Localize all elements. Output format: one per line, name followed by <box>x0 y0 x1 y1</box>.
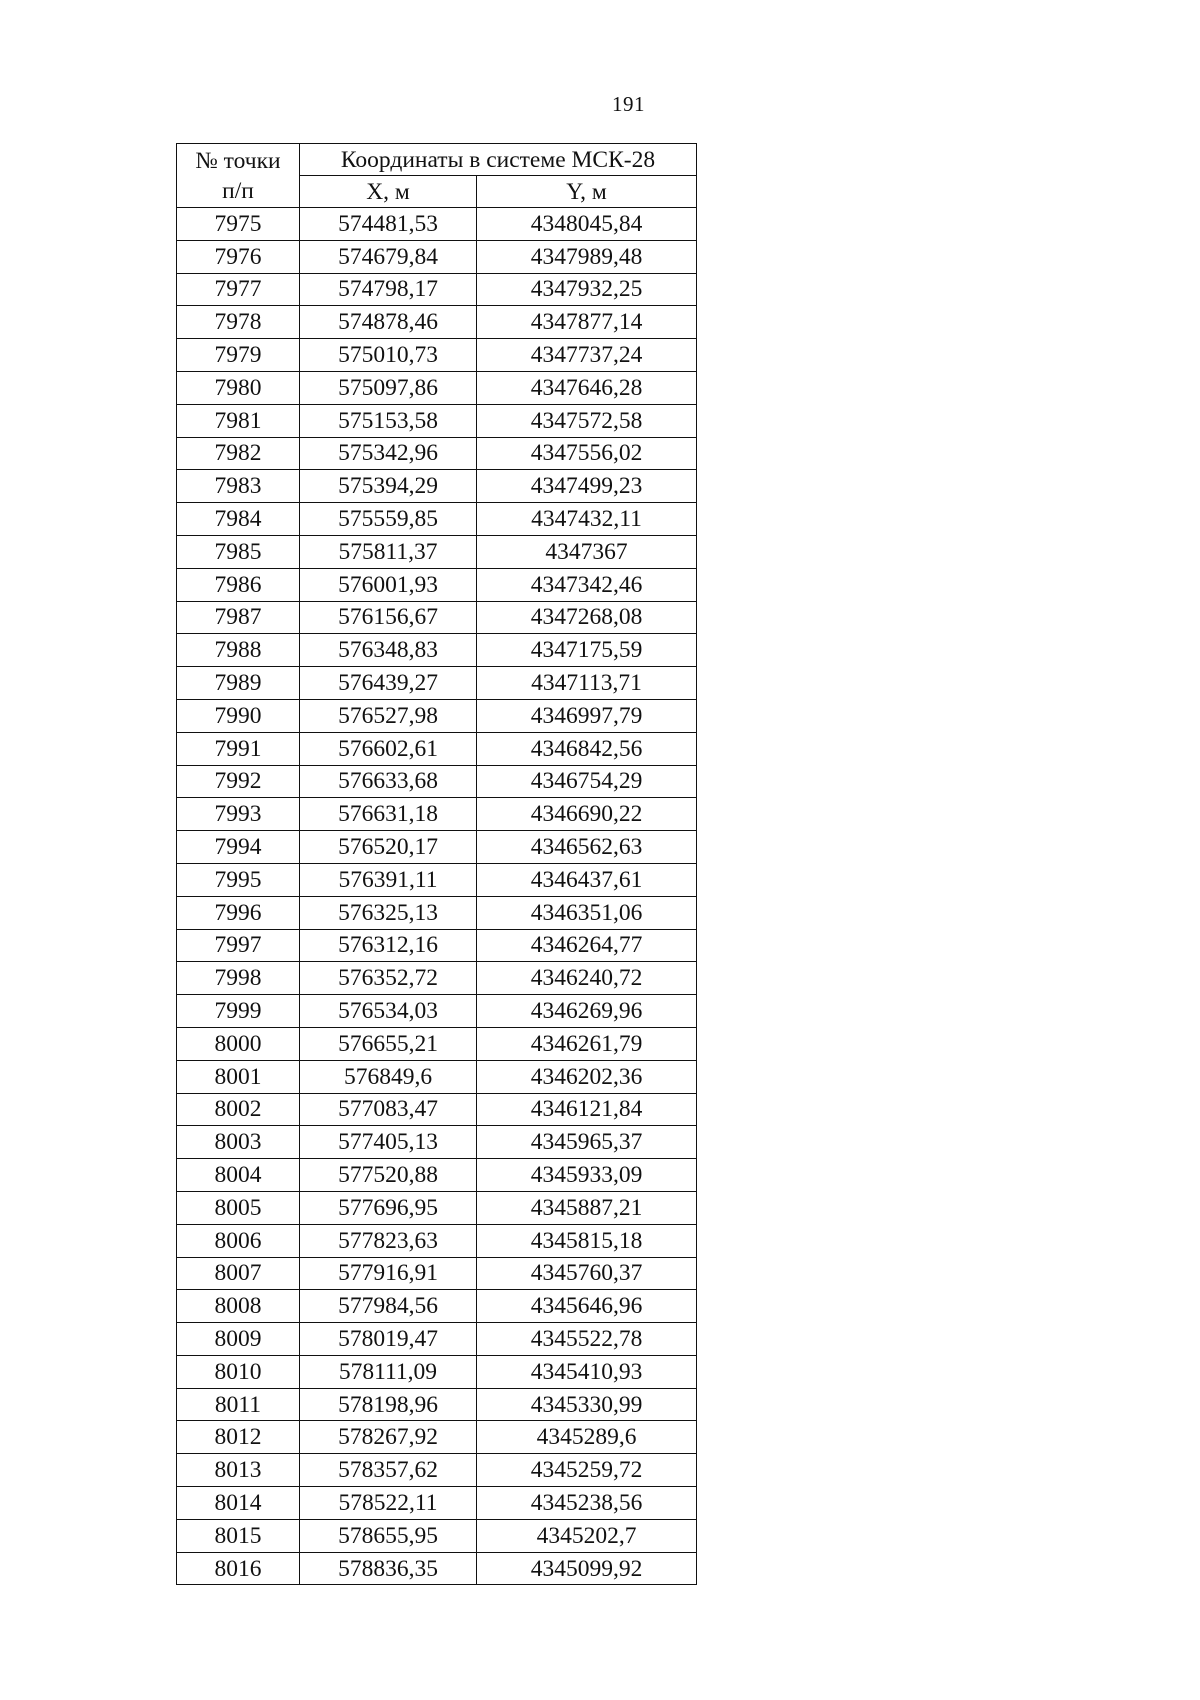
table-header <box>177 144 697 208</box>
table-row <box>177 503 697 536</box>
point-number-cell: 7988 <box>177 634 300 667</box>
table-row <box>177 929 697 962</box>
x-coordinate-cell: 578019,47 <box>300 1323 477 1356</box>
x-coordinate-cell: 575559,85 <box>300 503 477 536</box>
y-coordinate-cell: 4345238,56 <box>477 1487 697 1520</box>
point-number-cell: 7990 <box>177 699 300 732</box>
table-row <box>177 1388 697 1421</box>
table-row <box>177 1323 697 1356</box>
table-row <box>177 765 697 798</box>
table-row <box>177 339 697 372</box>
y-coordinate-cell: 4346562,63 <box>477 831 697 864</box>
point-number-cell: 7986 <box>177 568 300 601</box>
y-coordinate-cell: 4347646,28 <box>477 371 697 404</box>
table-row <box>177 962 697 995</box>
point-number-cell: 7978 <box>177 306 300 339</box>
table-row <box>177 1060 697 1093</box>
point-number-cell: 8015 <box>177 1519 300 1552</box>
table-row <box>177 1224 697 1257</box>
point-number-cell: 7987 <box>177 601 300 634</box>
table-body <box>177 208 697 1585</box>
y-coordinate-cell: 4347737,24 <box>477 339 697 372</box>
x-coordinate-cell: 576156,67 <box>300 601 477 634</box>
table-row <box>177 404 697 437</box>
x-coordinate-cell: 578655,95 <box>300 1519 477 1552</box>
y-coordinate-cell: 4345887,21 <box>477 1191 697 1224</box>
x-coordinate-cell: 575010,73 <box>300 339 477 372</box>
y-coordinate-cell: 4346269,96 <box>477 995 697 1028</box>
point-number-cell: 8010 <box>177 1355 300 1388</box>
table-row <box>177 1093 697 1126</box>
x-coordinate-cell: 576527,98 <box>300 699 477 732</box>
y-coordinate-cell: 4347572,58 <box>477 404 697 437</box>
x-coordinate-cell: 576001,93 <box>300 568 477 601</box>
table-row <box>177 1421 697 1454</box>
y-coordinate-cell: 4346261,79 <box>477 1027 697 1060</box>
x-coordinate-cell: 576633,68 <box>300 765 477 798</box>
y-coordinate-cell: 4347877,14 <box>477 306 697 339</box>
y-coordinate-cell: 4345099,92 <box>477 1552 697 1585</box>
y-coordinate-cell: 4345815,18 <box>477 1224 697 1257</box>
y-coordinate-cell: 4346997,79 <box>477 699 697 732</box>
y-coordinate-cell: 4347499,23 <box>477 470 697 503</box>
y-coordinate-cell: 4347556,02 <box>477 437 697 470</box>
table-row <box>177 208 697 241</box>
point-number-cell: 8003 <box>177 1126 300 1159</box>
point-number-cell: 8011 <box>177 1388 300 1421</box>
x-coordinate-cell: 576352,72 <box>300 962 477 995</box>
point-number-cell: 8016 <box>177 1552 300 1585</box>
table-row <box>177 240 697 273</box>
y-coordinate-cell: 4347113,71 <box>477 667 697 700</box>
y-coordinate-cell: 4345202,7 <box>477 1519 697 1552</box>
y-coordinate-cell: 4345933,09 <box>477 1159 697 1192</box>
y-coordinate-cell: 4346754,29 <box>477 765 697 798</box>
x-coordinate-cell: 575342,96 <box>300 437 477 470</box>
x-coordinate-cell: 578198,96 <box>300 1388 477 1421</box>
point-number-cell: 7985 <box>177 535 300 568</box>
y-column-header: Y, м <box>477 176 697 208</box>
table-row <box>177 995 697 1028</box>
point-number-cell: 7999 <box>177 995 300 1028</box>
x-coordinate-cell: 575153,58 <box>300 404 477 437</box>
y-coordinate-cell: 4345760,37 <box>477 1257 697 1290</box>
x-coordinate-cell: 576520,17 <box>300 831 477 864</box>
point-number-cell: 7983 <box>177 470 300 503</box>
point-number-header <box>177 144 300 208</box>
point-number-cell: 7981 <box>177 404 300 437</box>
y-coordinate-cell: 4345289,6 <box>477 1421 697 1454</box>
y-coordinate-cell: 4347989,48 <box>477 240 697 273</box>
point-number-header-line2: п/п <box>222 177 254 204</box>
y-coordinate-cell: 4347367 <box>477 535 697 568</box>
point-number-cell: 8007 <box>177 1257 300 1290</box>
point-number-cell: 8000 <box>177 1027 300 1060</box>
table-row <box>177 1159 697 1192</box>
x-coordinate-cell: 576439,27 <box>300 667 477 700</box>
table-row <box>177 831 697 864</box>
x-coordinate-cell: 577984,56 <box>300 1290 477 1323</box>
point-number-cell: 7991 <box>177 732 300 765</box>
x-coordinate-cell: 576655,21 <box>300 1027 477 1060</box>
x-coordinate-cell: 575394,29 <box>300 470 477 503</box>
table-row <box>177 273 697 306</box>
point-number-cell: 7994 <box>177 831 300 864</box>
table-row <box>177 732 697 765</box>
x-coordinate-cell: 577405,13 <box>300 1126 477 1159</box>
y-coordinate-cell: 4347432,11 <box>477 503 697 536</box>
table-row <box>177 1519 697 1552</box>
x-coordinate-cell: 576325,13 <box>300 896 477 929</box>
y-coordinate-cell: 4346240,72 <box>477 962 697 995</box>
table-row <box>177 699 697 732</box>
y-coordinate-cell: 4346202,36 <box>477 1060 697 1093</box>
table-row <box>177 1487 697 1520</box>
page-number: 191 <box>612 92 645 116</box>
x-coordinate-cell: 576534,03 <box>300 995 477 1028</box>
y-coordinate-cell: 4345646,96 <box>477 1290 697 1323</box>
point-number-cell: 8005 <box>177 1191 300 1224</box>
y-coordinate-cell: 4345522,78 <box>477 1323 697 1356</box>
y-coordinate-cell: 4345410,93 <box>477 1355 697 1388</box>
y-coordinate-cell: 4346121,84 <box>477 1093 697 1126</box>
y-coordinate-cell: 4345259,72 <box>477 1454 697 1487</box>
point-number-cell: 7992 <box>177 765 300 798</box>
table-row <box>177 470 697 503</box>
table-row <box>177 1552 697 1585</box>
x-column-header: X, м <box>300 176 477 208</box>
x-coordinate-cell: 576391,11 <box>300 863 477 896</box>
coord-system-header: Координаты в системе МСК-28 <box>300 144 697 176</box>
y-coordinate-cell: 4347268,08 <box>477 601 697 634</box>
point-number-cell: 8006 <box>177 1224 300 1257</box>
point-number-cell: 8013 <box>177 1454 300 1487</box>
x-coordinate-cell: 578111,09 <box>300 1355 477 1388</box>
x-coordinate-cell: 577696,95 <box>300 1191 477 1224</box>
table-row <box>177 568 697 601</box>
x-coordinate-cell: 575097,86 <box>300 371 477 404</box>
table-row <box>177 535 697 568</box>
table-row <box>177 667 697 700</box>
x-coordinate-cell: 576631,18 <box>300 798 477 831</box>
point-number-cell: 7977 <box>177 273 300 306</box>
x-coordinate-cell: 576602,61 <box>300 732 477 765</box>
point-number-cell: 7976 <box>177 240 300 273</box>
table-row <box>177 896 697 929</box>
x-coordinate-cell: 574679,84 <box>300 240 477 273</box>
table-row <box>177 1355 697 1388</box>
y-coordinate-cell: 4346437,61 <box>477 863 697 896</box>
table-row <box>177 1027 697 1060</box>
x-coordinate-cell: 578522,11 <box>300 1487 477 1520</box>
table-row <box>177 371 697 404</box>
table-row <box>177 863 697 896</box>
table-row <box>177 1191 697 1224</box>
table-row <box>177 1454 697 1487</box>
y-coordinate-cell: 4346351,06 <box>477 896 697 929</box>
x-coordinate-cell: 578267,92 <box>300 1421 477 1454</box>
table-row <box>177 601 697 634</box>
y-coordinate-cell: 4347932,25 <box>477 273 697 306</box>
x-coordinate-cell: 577916,91 <box>300 1257 477 1290</box>
point-number-cell: 8009 <box>177 1323 300 1356</box>
point-number-cell: 7989 <box>177 667 300 700</box>
x-coordinate-cell: 576348,83 <box>300 634 477 667</box>
point-number-cell: 8008 <box>177 1290 300 1323</box>
point-number-cell: 8002 <box>177 1093 300 1126</box>
x-coordinate-cell: 577823,63 <box>300 1224 477 1257</box>
x-coordinate-cell: 575811,37 <box>300 535 477 568</box>
y-coordinate-cell: 4345330,99 <box>477 1388 697 1421</box>
y-coordinate-cell: 4346842,56 <box>477 732 697 765</box>
point-number-cell: 8004 <box>177 1159 300 1192</box>
x-coordinate-cell: 574878,46 <box>300 306 477 339</box>
point-number-cell: 7984 <box>177 503 300 536</box>
table-row <box>177 437 697 470</box>
x-coordinate-cell: 574798,17 <box>300 273 477 306</box>
table-row <box>177 1290 697 1323</box>
table-row <box>177 798 697 831</box>
point-number-header-line1: № точки <box>195 147 281 174</box>
x-coordinate-cell: 577083,47 <box>300 1093 477 1126</box>
y-coordinate-cell: 4347175,59 <box>477 634 697 667</box>
table-row <box>177 306 697 339</box>
point-number-cell: 7975 <box>177 208 300 241</box>
point-number-cell: 7982 <box>177 437 300 470</box>
y-coordinate-cell: 4346264,77 <box>477 929 697 962</box>
table-row <box>177 1257 697 1290</box>
point-number-cell: 7980 <box>177 371 300 404</box>
y-coordinate-cell: 4345965,37 <box>477 1126 697 1159</box>
y-coordinate-cell: 4348045,84 <box>477 208 697 241</box>
point-number-cell: 7979 <box>177 339 300 372</box>
point-number-cell: 7993 <box>177 798 300 831</box>
point-number-cell: 7996 <box>177 896 300 929</box>
point-number-cell: 8014 <box>177 1487 300 1520</box>
x-coordinate-cell: 578357,62 <box>300 1454 477 1487</box>
x-coordinate-cell: 578836,35 <box>300 1552 477 1585</box>
point-number-cell: 7998 <box>177 962 300 995</box>
table-row <box>177 634 697 667</box>
x-coordinate-cell: 576849,6 <box>300 1060 477 1093</box>
point-number-cell: 8012 <box>177 1421 300 1454</box>
coordinates-table <box>176 143 697 1585</box>
point-number-cell: 8001 <box>177 1060 300 1093</box>
y-coordinate-cell: 4346690,22 <box>477 798 697 831</box>
table-row <box>177 1126 697 1159</box>
x-coordinate-cell: 574481,53 <box>300 208 477 241</box>
point-number-cell: 7997 <box>177 929 300 962</box>
point-number-cell: 7995 <box>177 863 300 896</box>
y-coordinate-cell: 4347342,46 <box>477 568 697 601</box>
x-coordinate-cell: 577520,88 <box>300 1159 477 1192</box>
x-coordinate-cell: 576312,16 <box>300 929 477 962</box>
